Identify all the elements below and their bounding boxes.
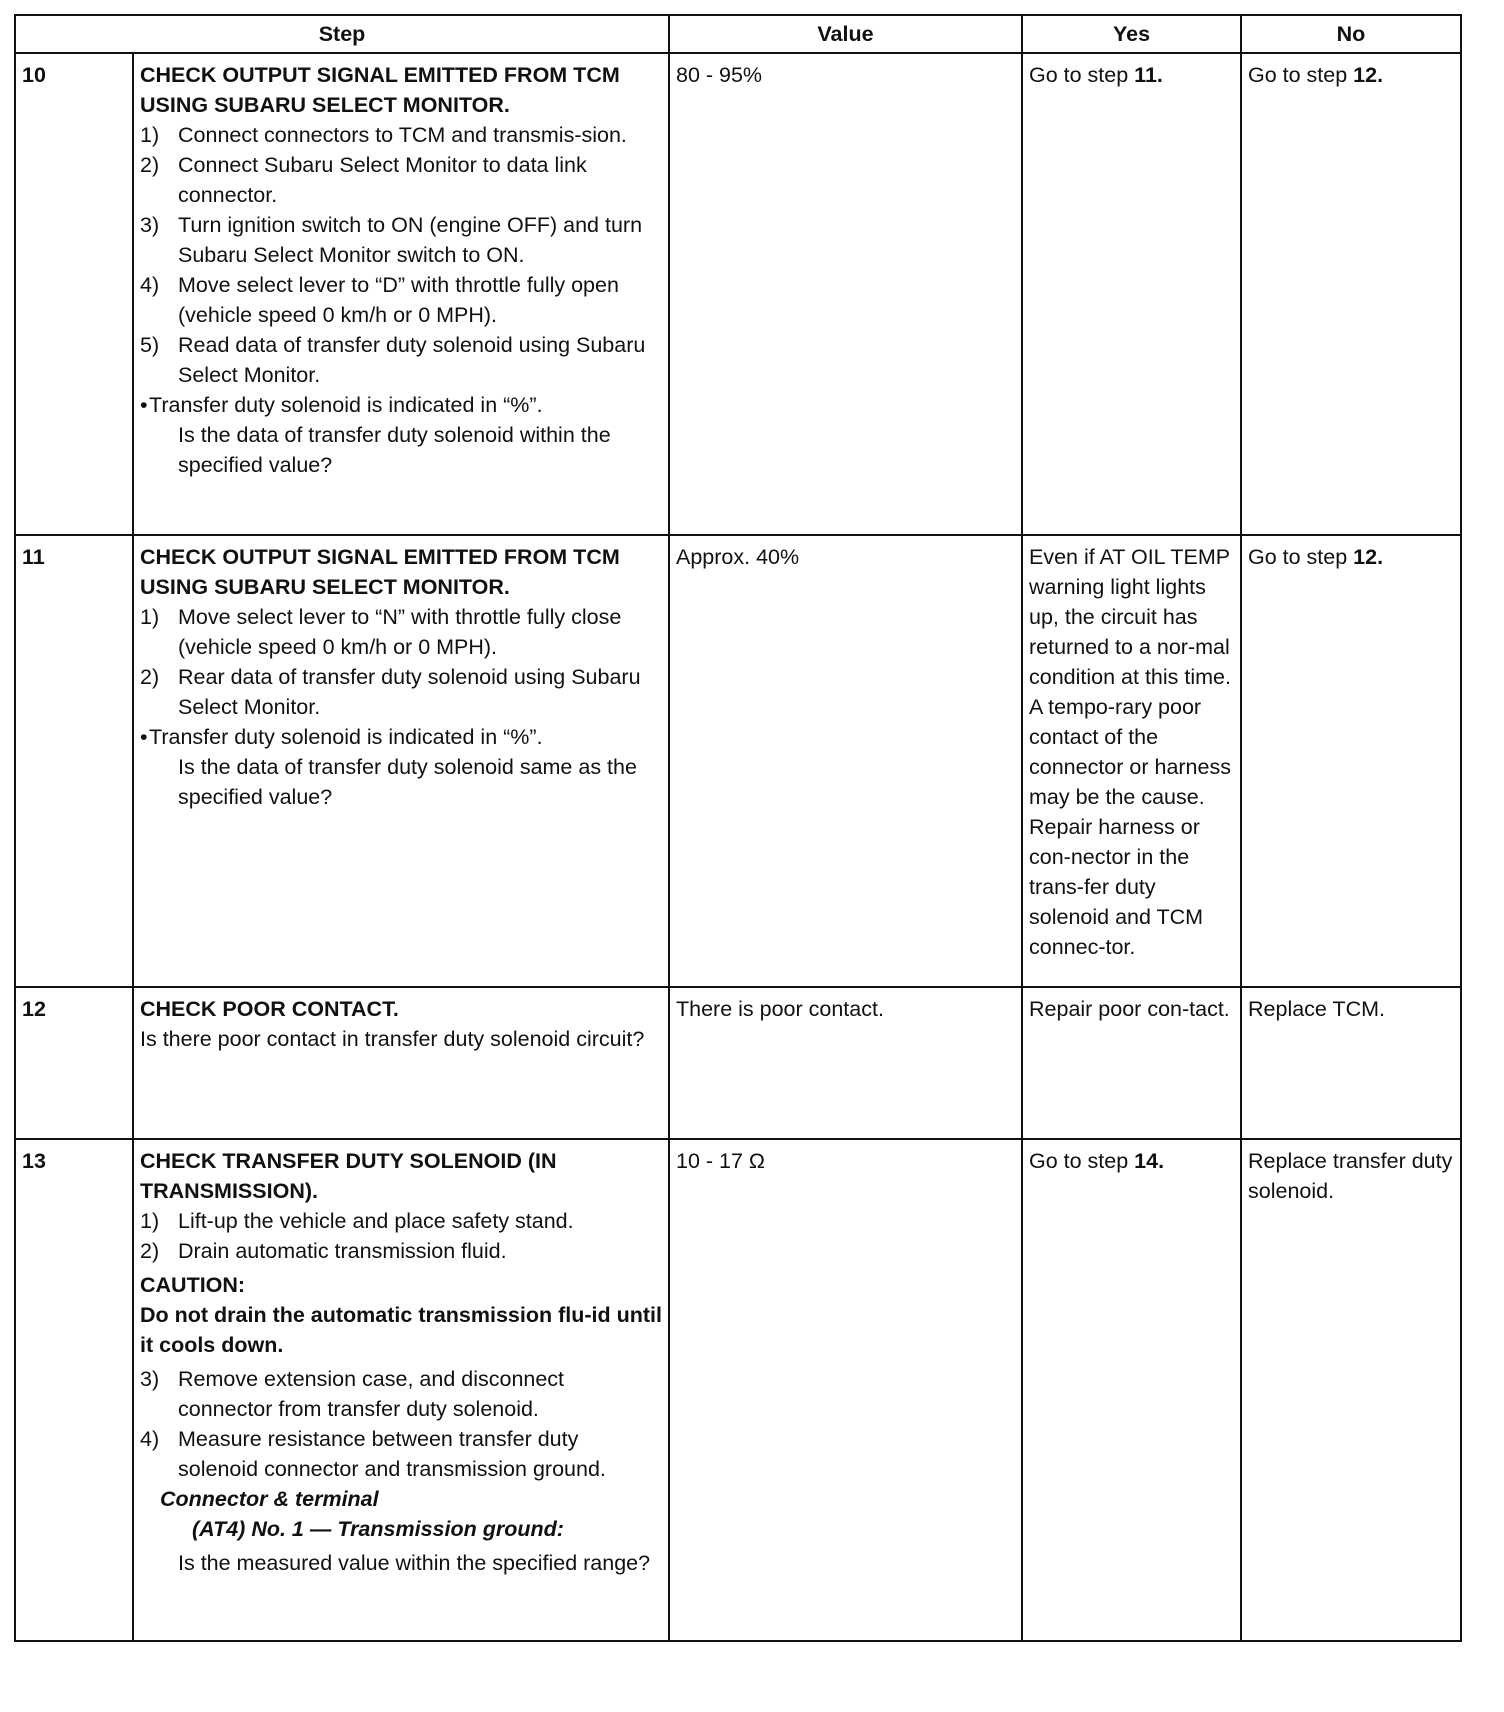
header-value: Value — [669, 15, 1022, 53]
item-text: Turn ignition switch to ON (engine OFF) and turn Subaru Select Monitor switch to ON. — [178, 213, 643, 267]
bullet-icon: • — [140, 393, 148, 417]
step-list — [140, 1206, 662, 1266]
caution-label: CAUTION: — [140, 1273, 246, 1297]
value-cell: There is poor contact. — [669, 987, 1022, 1139]
item-number: 2) — [140, 153, 160, 177]
value-cell: Approx. 40% — [669, 535, 1022, 987]
step-question: Is the data of transfer duty solenoid same as the specified value? — [178, 755, 637, 809]
table-row — [15, 987, 1461, 1139]
no-text: Go to step — [1248, 63, 1354, 87]
header-step: Step — [15, 15, 669, 53]
bullet-note — [140, 722, 662, 752]
caution-text: Do not drain the automatic transmission flu-id until it cools down. — [140, 1303, 662, 1357]
table-header-row — [15, 15, 1461, 53]
yes-cell: Repair poor con-tact. — [1022, 987, 1241, 1139]
step-number: 10 — [15, 53, 133, 535]
list-item — [140, 270, 662, 330]
item-text: Measure resistance between transfer duty solenoid connector and transmission ground. — [178, 1427, 606, 1481]
list-item — [140, 1206, 662, 1236]
step-question: Is the data of transfer duty solenoid within the specified value? — [178, 423, 611, 477]
step-number: 13 — [15, 1139, 133, 1641]
step-content — [133, 53, 669, 535]
no-step-ref: 12. — [1353, 63, 1384, 87]
list-item — [140, 210, 662, 270]
step-list — [140, 602, 662, 722]
header-yes: Yes — [1022, 15, 1241, 53]
value-cell: 80 - 95% — [669, 53, 1022, 535]
step-question: Is there poor contact in transfer duty solenoid circuit? — [140, 1027, 645, 1051]
yes-cell: Even if AT OIL TEMP warning light lights up, the circuit has returned to a nor-mal condition at this time. A tempo-rary poor contact of the connector or harness may be the cause. Repair harness or con-nector in the trans-fer duty solenoid and TCM connec-tor. — [1022, 535, 1241, 987]
list-item — [140, 662, 662, 722]
no-cell: Replace TCM. — [1241, 987, 1461, 1139]
item-text: Drain automatic transmission fluid. — [178, 1239, 507, 1263]
item-text: Remove extension case, and disconnect connector from transfer duty solenoid. — [178, 1367, 565, 1421]
item-number: 2) — [140, 1239, 160, 1263]
table-row — [15, 535, 1461, 987]
step-number: 11 — [15, 535, 133, 987]
item-number: 5) — [140, 333, 160, 357]
list-item — [140, 1236, 662, 1266]
list-item — [140, 330, 662, 390]
table-row — [15, 1139, 1461, 1641]
step-number: 12 — [15, 987, 133, 1139]
item-number: 2) — [140, 665, 160, 689]
no-step-ref: 12. — [1353, 545, 1384, 569]
item-number: 4) — [140, 1427, 160, 1451]
step-list — [140, 1364, 662, 1484]
list-item — [140, 120, 662, 150]
connector-detail: (AT4) No. 1 — Transmission ground: — [192, 1517, 564, 1541]
yes-cell — [1022, 53, 1241, 535]
no-cell — [1241, 535, 1461, 987]
value-cell: 10 - 17 Ω — [669, 1139, 1022, 1641]
item-number: 1) — [140, 123, 160, 147]
item-text: Connect Subaru Select Monitor to data link connector. — [178, 153, 587, 207]
step-title: CHECK OUTPUT SIGNAL EMITTED FROM TCM USING SUBARU SELECT MONITOR. — [140, 63, 620, 117]
yes-cell — [1022, 1139, 1241, 1641]
item-number: 3) — [140, 1367, 160, 1391]
step-title: CHECK TRANSFER DUTY SOLENOID (IN TRANSMISSION). — [140, 1149, 557, 1203]
step-question: Is the measured value within the specified range? — [178, 1551, 651, 1575]
bullet-text: Transfer duty solenoid is indicated in “%”. — [149, 725, 543, 749]
step-title: CHECK POOR CONTACT. — [140, 997, 399, 1021]
connector-label: Connector & terminal — [160, 1487, 379, 1511]
no-cell: Replace transfer duty solenoid. — [1241, 1139, 1461, 1641]
bullet-text: Transfer duty solenoid is indicated in “%”. — [149, 393, 543, 417]
no-text: Go to step — [1248, 545, 1354, 569]
yes-step-ref: 11. — [1134, 63, 1163, 87]
step-content — [133, 987, 669, 1139]
table-row — [15, 53, 1461, 535]
item-number: 1) — [140, 605, 160, 629]
list-item — [140, 150, 662, 210]
item-text: Lift-up the vehicle and place safety stand. — [178, 1209, 574, 1233]
yes-text: Go to step — [1029, 63, 1135, 87]
item-text: Connect connectors to TCM and transmis-sion. — [178, 123, 627, 147]
item-number: 4) — [140, 273, 160, 297]
item-text: Move select lever to “D” with throttle fully open (vehicle speed 0 km/h or 0 MPH). — [178, 273, 619, 327]
step-list — [140, 120, 662, 390]
caution-block — [140, 1270, 662, 1360]
item-text: Read data of transfer duty solenoid using Subaru Select Monitor. — [178, 333, 646, 387]
step-title: CHECK OUTPUT SIGNAL EMITTED FROM TCM USING SUBARU SELECT MONITOR. — [140, 545, 620, 599]
bullet-note — [140, 390, 662, 420]
list-item — [140, 1364, 662, 1424]
diagnostic-table — [14, 14, 1462, 1642]
step-content — [133, 535, 669, 987]
header-no: No — [1241, 15, 1461, 53]
item-number: 1) — [140, 1209, 160, 1233]
item-number: 3) — [140, 213, 160, 237]
bullet-icon: • — [140, 725, 148, 749]
item-text: Move select lever to “N” with throttle fully close (vehicle speed 0 km/h or 0 MPH). — [178, 605, 622, 659]
item-text: Rear data of transfer duty solenoid using Subaru Select Monitor. — [178, 665, 641, 719]
step-content — [133, 1139, 669, 1641]
no-cell — [1241, 53, 1461, 535]
list-item — [140, 602, 662, 662]
yes-text: Go to step — [1029, 1149, 1135, 1173]
yes-step-ref: 14. — [1134, 1149, 1165, 1173]
list-item — [140, 1424, 662, 1484]
